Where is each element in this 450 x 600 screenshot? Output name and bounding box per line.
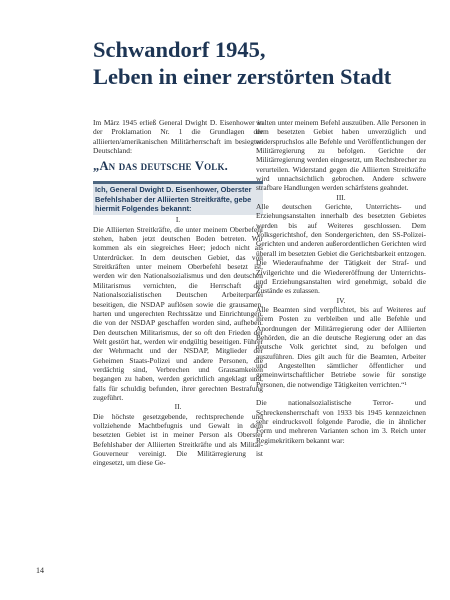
proclamation-heading-text: „An das deutsche Volk. [93, 159, 228, 174]
section-numeral-1: I. [175, 215, 181, 225]
right-column [256, 118, 426, 445]
intro-paragraph: Im März 1945 erließ General Dwight D. Eisenhower in der Proklamation Nr. 1 die Grundlagen der alliierten/amerikanischen Militärherrschaft im besiegten Deutschland: [93, 118, 263, 156]
chapter-title [93, 36, 413, 90]
left-column [93, 118, 263, 468]
section-numeral-3: III. [336, 192, 346, 202]
chapter-title-line-1: Schwandorf 1945, [93, 37, 266, 62]
section-paragraph-3: Alle deutschen Gerichte, Unterrichts- und Erziehungsanstalten innerhalb des besetzten Gebietes werden bis auf Weiteres geschlossen. Dem Volksgerichtshof, den Sondergerichten, den SS-Polizei-Gerichten und anderen außerordentlichen Gerichten wird überall im besetzten Gebiet die Gerichtsbarkeit entzogen. Die Wiederaufnahme der Tätigkeit der Straf- und Zivilgerichte und die Wiedereröffnung der Unterrichts- und Erziehungsanstalten wird genehmigt, sobald die Zustände es zulassen. [256, 202, 426, 296]
section-paragraph-2: Die höchste gesetzgebende, rechtsprechende und vollziehende Machtbefugnis und Gewalt in dem besetzten Gebiet ist in meiner Person als Oberster Befehlshaber der Alliierten Streitkräfte und als Militär-Gouverneur vereinigt. Die Militärregierung ist eingesetzt, um diese Ge- [93, 411, 263, 468]
closing-paragraph: Die nationalsozialistische Terror- und Schreckensherrschaft von 1933 bis 1945 kennzeichnen sehr eindrucksvoll folgende Parodie, die in ähnlicher Form und mehreren Varianten schon im 3. Reich unter Regimekritikern bekannt war: [256, 398, 426, 445]
section-paragraph-2-continued: walten unter meinem Befehl auszuüben. Alle Personen in dem besetzten Gebiet haben unverzüglich und widerspruchslos alle Befehle und Veröffentlichungen der Militärregierung zu befolgen. Gerichte der Militärregierung werden eingesetzt, um Rechtsbrecher zu verurteilen. Widerstand gegen die Alliierten Streitkräfte wird unnachsichtlich gebrochen. Andere schwere strafbare Handlungen werden schärfstens geahndet. [256, 118, 426, 193]
proclamation-box-text: Ich, General Dwight D. Eisenhower, Oberster Befehlshaber der Alliierten Streitkräfte, gebe hiermit Folgendes bekannt: [95, 185, 252, 214]
page-number: 14 [36, 566, 44, 575]
proclamation-box [93, 184, 263, 215]
section-paragraph-1: Die Alliierten Streitkräfte, die unter meinem Oberbefehl stehen, haben jetzt deutschen Boden betreten. Wir kommen als ein siegreiches Heer; jedoch nicht als Unterdrücker. In dem deutschen Gebiet, das von Streitkräften unter meinem Oberbefehl besetzt ist, werden wir den Nationalsozialismus und den deutschen Militarismus vernichten, die Herrschaft der Nationalsozialistischen Deutschen Arbeiterpartei beseitigen, die NSDAP auflösen sowie die grausamen, harten und ungerechten Rechtssätze und Einrichtungen, die von der NSDAP geschaffen worden sind, aufheben. Den deutschen Militarismus, der so oft den Frieden der Welt gestört hat, werden wir endgültig beseitigen. Führer der Wehrmacht und der NSDAP, Mitglieder der Geheimen Staats-Polizei und andere Personen, die verdächtig sind, Verbrechen und Grausamkeiten begangen zu haben, werden gerichtlich angeklagt und, falls für schuldig befunden, ihrer gerechten Bestrafung zugeführt. [93, 224, 263, 402]
proclamation-heading [93, 159, 263, 173]
section-numeral-4: IV. [336, 295, 346, 305]
paragraph-spacer [256, 389, 426, 398]
chapter-title-line-2: Leben in einer zerstörten Stadt [93, 64, 392, 89]
section-numeral-2: II. [174, 402, 182, 412]
section-paragraph-4: Alle Beamten sind verpflichtet, bis auf Weiteres auf ihrem Posten zu verbleiben und alle Befehle und Anordnungen der Militärregierung oder der Alliierten Behörden, die an die deutsche Regierung oder an das deutsche Volk gerichtet sind, zu befolgen und auszuführen. Dies gilt auch für die Beamten, Arbeiter und Angestellten sämtlicher öffentlicher und gemeinwirtschaftlicher Betriebe sowie für sonstige Personen, die notwendige Tätigkeiten verrichten.“¹ [256, 304, 426, 389]
